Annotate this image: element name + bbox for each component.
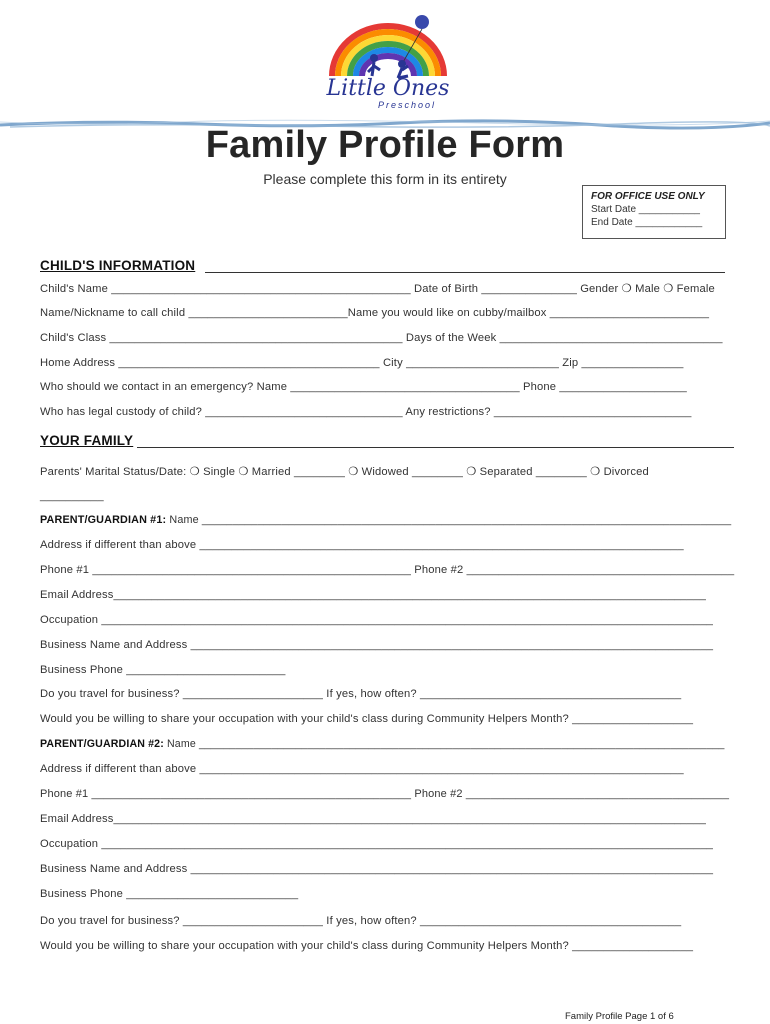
page-subtitle: Please complete this form in its entirety <box>263 171 507 187</box>
parent1-share-row[interactable]: Would you be willing to share your occupation with your child's class during Community Helpers Month? ___________________ <box>40 713 694 725</box>
section-rule <box>205 272 725 273</box>
parent1-business-phone-row[interactable]: Business Phone _________________________ <box>40 664 286 676</box>
office-use-heading: FOR OFFICE USE ONLY <box>591 191 705 202</box>
logo <box>318 14 458 114</box>
section-rule <box>137 447 734 448</box>
parent2-phone-row[interactable]: Phone #1 ___________________________________________________ Phone #2 __________________________________________ <box>40 788 730 800</box>
marital-status-continued[interactable]: __________ <box>40 490 104 502</box>
marital-status-row[interactable]: Parents' Marital Status/Date: ❍ Single ❍ Married ________ ❍ Widowed ________ ❍ Separated ________ ❍ Divorced <box>40 466 649 478</box>
parent2-travel-row[interactable]: Do you travel for business? ______________________ If yes, how often? _________________________________________ <box>40 915 682 927</box>
parent2-business-phone-row[interactable]: Business Phone ___________________________ <box>40 888 299 900</box>
page-footer: Family Profile Page 1 of 6 <box>565 1011 674 1022</box>
legal-custody-row[interactable]: Who has legal custody of child? _______________________________ Any restrictions? _______________________________ <box>40 406 692 418</box>
start-date-field[interactable]: Start Date ___________ <box>591 204 700 215</box>
parent2-occupation-row[interactable]: Occupation ________________________________________________________________________________________________ <box>40 838 714 850</box>
home-address-row[interactable]: Home Address _________________________________________ City ________________________ Zip ________________ <box>40 357 684 369</box>
parent2-business-address-row[interactable]: Business Name and Address __________________________________________________________________________________ <box>40 863 714 875</box>
your-family-heading: YOUR FAMILY <box>40 433 134 448</box>
parent1-address-row[interactable]: Address if different than above ____________________________________________________________________________ <box>40 539 684 551</box>
logo-tagline: Preschool <box>378 100 437 110</box>
child-name-row[interactable]: Child's Name _______________________________________________ Date of Birth _______________ Gender ❍ Male ❍ Female <box>40 283 715 295</box>
parent1-business-address-row[interactable]: Business Name and Address __________________________________________________________________________________ <box>40 639 714 651</box>
parent2-email-row[interactable]: Email Address_____________________________________________________________________________________________ <box>40 813 707 825</box>
parent1-name-row[interactable] <box>40 514 734 526</box>
parent2-address-row[interactable]: Address if different than above ____________________________________________________________________________ <box>40 763 684 775</box>
parent2-name-row[interactable] <box>40 738 734 750</box>
parent1-phone-row[interactable]: Phone #1 __________________________________________________ Phone #2 __________________________________________ <box>40 564 735 576</box>
parent1-occupation-row[interactable]: Occupation ________________________________________________________________________________________________ <box>40 614 714 626</box>
emergency-contact-row[interactable]: Who should we contact in an emergency? Name ____________________________________ Phone ____________________ <box>40 381 687 393</box>
nickname-row[interactable]: Name/Nickname to call child _________________________Name you would like on cubby/mailbox _________________________ <box>40 307 710 319</box>
parent1-label: PARENT/GUARDIAN #1: <box>40 514 167 526</box>
child-class-row[interactable]: Child's Class ______________________________________________ Days of the Week ___________________________________ <box>40 332 723 344</box>
page-title: Family Profile Form <box>205 124 565 166</box>
parent2-name-field[interactable]: Name _______________________________________________________________________________________ <box>163 738 725 750</box>
office-use-box <box>582 185 726 239</box>
parent1-travel-row[interactable]: Do you travel for business? ______________________ If yes, how often? _________________________________________ <box>40 688 682 700</box>
parent2-share-row[interactable]: Would you be willing to share your occupation with your child's class during Community Helpers Month? ___________________ <box>40 940 694 952</box>
end-date-field[interactable]: End Date ____________ <box>591 217 703 228</box>
logo-name: Little Ones <box>326 76 450 101</box>
parent2-label: PARENT/GUARDIAN #2: <box>40 738 164 750</box>
child-info-heading: CHILD'S INFORMATION <box>40 258 196 273</box>
parent1-email-row[interactable]: Email Address_____________________________________________________________________________________________ <box>40 589 707 601</box>
parent1-name-field[interactable]: Name ______________________________________________________________________________________ <box>166 514 732 526</box>
